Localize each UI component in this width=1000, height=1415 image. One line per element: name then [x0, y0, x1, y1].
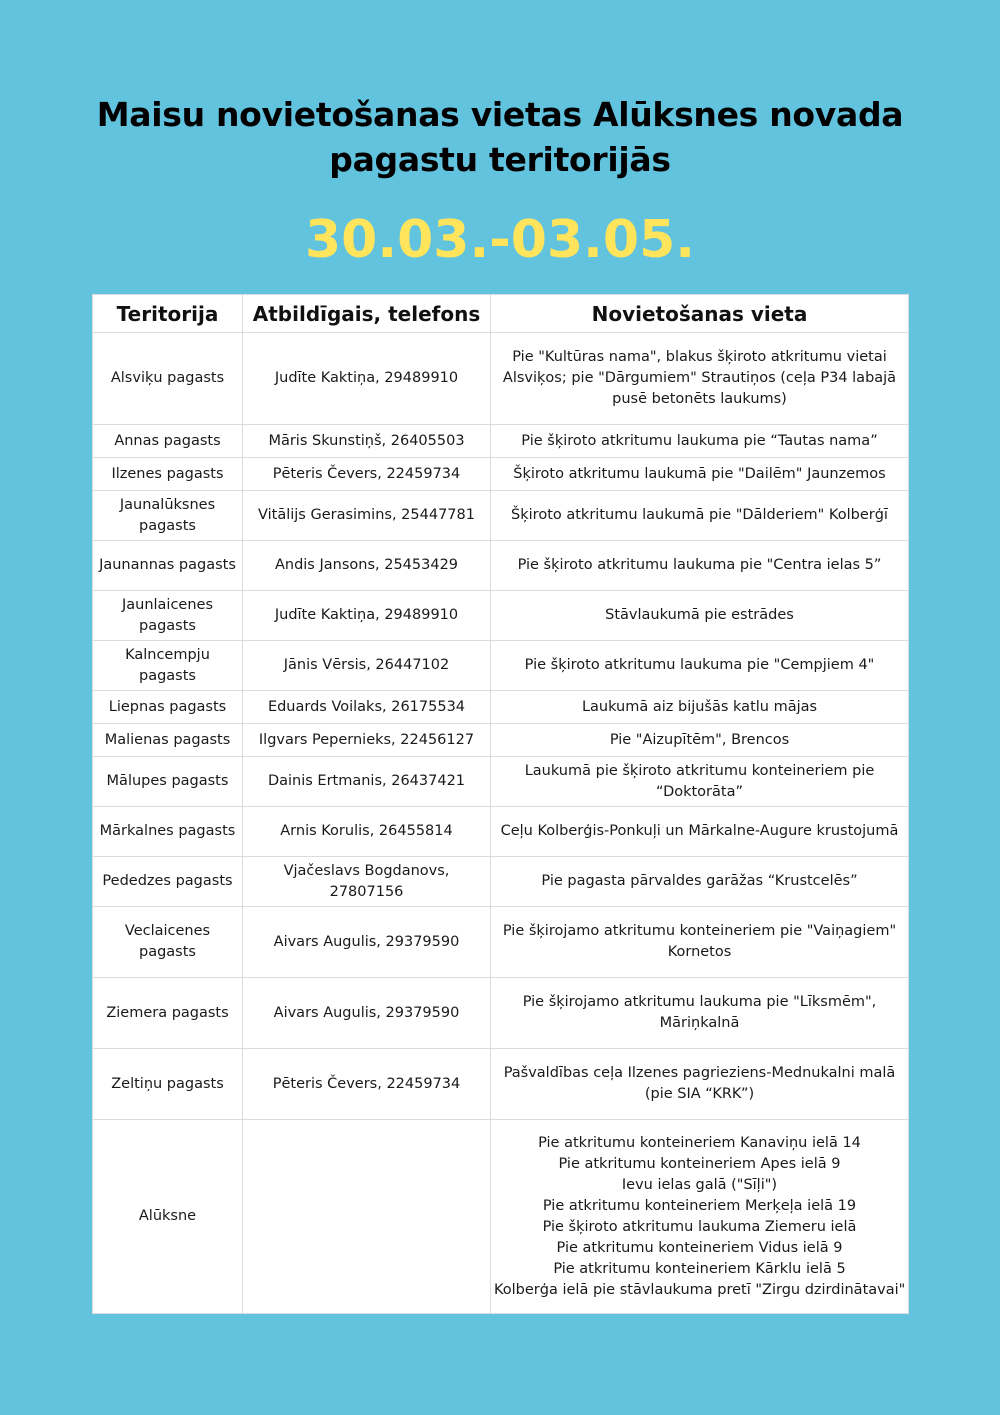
location-cell: Laukumā aiz bijušās katlu mājas [491, 691, 909, 724]
location-cell: Šķiroto atkritumu laukumā pie "Dālderiem" Kolberģī [491, 491, 909, 541]
responsible-cell: Pēteris Čevers, 22459734 [243, 458, 491, 491]
responsible-cell: Māris Skunstiņš, 26405503 [243, 425, 491, 458]
location-cell: Pie šķiroto atkritumu laukuma pie "Cempjiem 4" [491, 641, 909, 691]
location-cell: Pie šķirojamo atkritumu laukuma pie "Līksmēm", Māriņkalnā [491, 978, 909, 1049]
location-cell: Ceļu Kolberģis-Ponkuļi un Mārkalne-Augure krustojumā [491, 807, 909, 857]
table-row [93, 591, 909, 641]
responsible-cell: Eduards Voilaks, 26175534 [243, 691, 491, 724]
table-row [93, 333, 909, 425]
table-row [93, 1120, 909, 1314]
location-line: Pie atkritumu konteineriem Vidus ielā 9 [556, 1239, 843, 1256]
location-cell: Pie šķiroto atkritumu laukuma pie “Tautas nama” [491, 425, 909, 458]
table-row [93, 425, 909, 458]
responsible-cell: Pēteris Čevers, 22459734 [243, 1049, 491, 1120]
table-row [93, 641, 909, 691]
date-range: 30.03.-03.05. [304, 210, 696, 270]
territory-cell: Jaunalūksnes pagasts [93, 491, 243, 541]
responsible-cell: Dainis Ertmanis, 26437421 [243, 757, 491, 807]
location-line: Pie šķiroto atkritumu laukuma Ziemeru ielā [542, 1218, 857, 1235]
responsible-cell: Ilgvars Pepernieks, 22456127 [243, 724, 491, 757]
territory-cell: Alūksne [93, 1120, 243, 1314]
location-cell: Pie šķirojamo atkritumu konteineriem pie "Vaiņagiem" Kornetos [491, 907, 909, 978]
page-title [60, 92, 940, 182]
table-row [93, 807, 909, 857]
territory-cell: Ilzenes pagasts [93, 458, 243, 491]
location-cell: Stāvlaukumā pie estrādes [491, 591, 909, 641]
location-cell: Pie "Kultūras nama", blakus šķiroto atkritumu vietai Alsviķos; pie "Dārgumiem" Strautiņos (ceļa P34 labajā pusē betonēts laukums) [491, 333, 909, 425]
table-row [93, 691, 909, 724]
responsible-cell: Aivars Augulis, 29379590 [243, 978, 491, 1049]
responsible-cell: Andis Jansons, 25453429 [243, 541, 491, 591]
territory-cell: Alsviķu pagasts [93, 333, 243, 425]
table-row [93, 724, 909, 757]
territory-cell: Liepnas pagasts [93, 691, 243, 724]
territory-cell: Mārkalnes pagasts [93, 807, 243, 857]
location-cell: Šķiroto atkritumu laukumā pie "Dailēm" Jaunzemos [491, 458, 909, 491]
page-title-line-2: pagastu teritorijās [329, 140, 671, 179]
territory-cell: Jaunlaicenes pagasts [93, 591, 243, 641]
responsible-cell: Judīte Kaktiņa, 29489910 [243, 333, 491, 425]
location-cell: Pie pagasta pārvaldes garāžas “Krustcelēs” [491, 857, 909, 907]
location-line: Ievu ielas galā ("Sīļi") [621, 1176, 778, 1193]
table-row [93, 1049, 909, 1120]
territory-cell: Zeltiņu pagasts [93, 1049, 243, 1120]
table-row [93, 857, 909, 907]
table-row [93, 541, 909, 591]
location-line: Kolberģa ielā pie stāvlaukuma pretī "Zirgu dzirdinātavai" [494, 1281, 906, 1298]
territory-cell: Mālupes pagasts [93, 757, 243, 807]
territory-cell: Annas pagasts [93, 425, 243, 458]
table-row [93, 458, 909, 491]
territory-cell: Kalncempju pagasts [93, 641, 243, 691]
locations-table-container [92, 294, 908, 1314]
responsible-cell: Vjačeslavs Bogdanovs, 27807156 [243, 857, 491, 907]
location-cell: Pašvaldības ceļa Ilzenes pagrieziens-Mednukalni malā (pie SIA “KRK”) [491, 1049, 909, 1120]
location-line: Pie atkritumu konteineriem Kārklu ielā 5 [553, 1260, 846, 1277]
header-responsible: Atbildīgais, telefons [243, 295, 491, 333]
territory-cell: Ziemera pagasts [93, 978, 243, 1049]
responsible-cell [243, 1120, 491, 1314]
territory-cell: Veclaicenes pagasts [93, 907, 243, 978]
table-row [93, 978, 909, 1049]
territory-cell: Jaunannas pagasts [93, 541, 243, 591]
location-cell: Pie šķiroto atkritumu laukuma pie "Centra ielas 5” [491, 541, 909, 591]
table-row [93, 491, 909, 541]
table-header-row [93, 295, 909, 333]
header-location: Novietošanas vieta [491, 295, 909, 333]
responsible-cell: Aivars Augulis, 29379590 [243, 907, 491, 978]
location-cell-multi [491, 1120, 909, 1314]
responsible-cell: Judīte Kaktiņa, 29489910 [243, 591, 491, 641]
responsible-cell: Jānis Vērsis, 26447102 [243, 641, 491, 691]
table-row [93, 757, 909, 807]
responsible-cell: Vitālijs Gerasimins, 25447781 [243, 491, 491, 541]
responsible-cell: Arnis Korulis, 26455814 [243, 807, 491, 857]
page-title-line-1: Maisu novietošanas vietas Alūksnes novada [96, 95, 904, 134]
territory-cell: Malienas pagasts [93, 724, 243, 757]
locations-table [92, 294, 909, 1314]
location-cell: Pie "Aizupītēm", Brencos [491, 724, 909, 757]
location-cell: Laukumā pie šķiroto atkritumu konteineriem pie “Doktorāta” [491, 757, 909, 807]
location-line: Pie atkritumu konteineriem Apes ielā 9 [558, 1155, 841, 1172]
location-line: Pie atkritumu konteineriem Merķeļa ielā 19 [542, 1197, 857, 1214]
territory-cell: Pededzes pagasts [93, 857, 243, 907]
header-territory: Teritorija [93, 295, 243, 333]
table-row [93, 907, 909, 978]
location-line: Pie atkritumu konteineriem Kanaviņu ielā 14 [538, 1134, 861, 1151]
